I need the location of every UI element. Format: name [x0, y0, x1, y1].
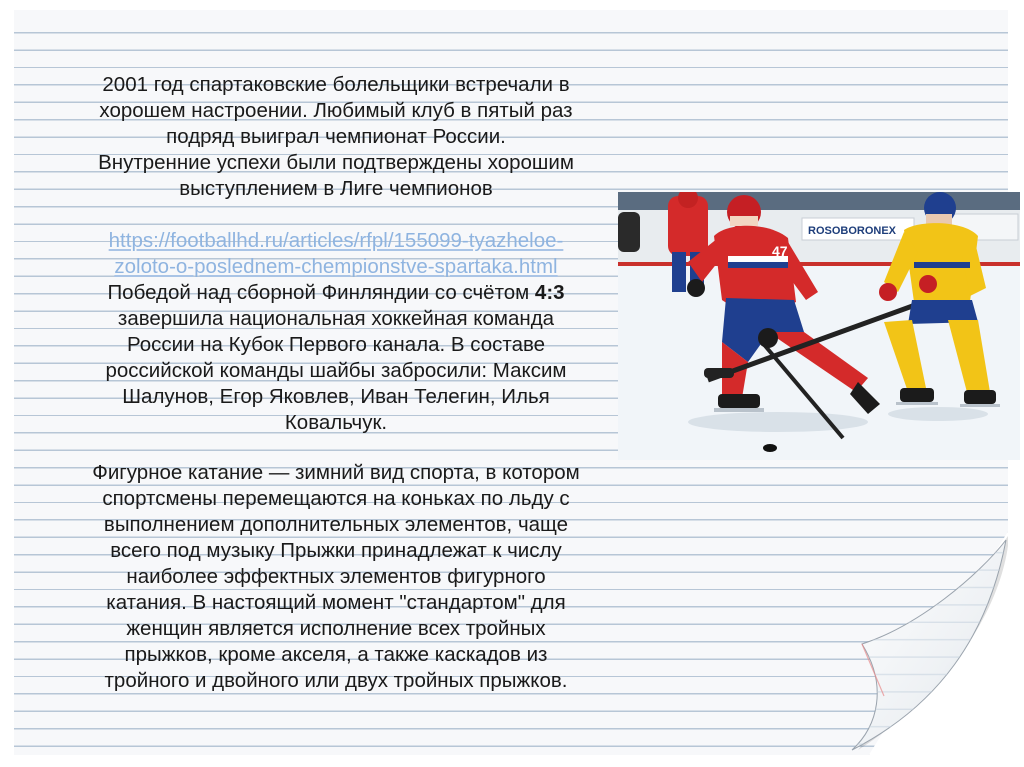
- text-line: женщин является исполнение всех тройных: [126, 617, 546, 640]
- hockey-illustration: [618, 192, 1020, 460]
- text-line: Внутренние успехи были подтверждены хорошим: [98, 151, 574, 174]
- source-link-line-1: https://footballhd.ru/articles/rfpl/155099-tyazheloe-: [108, 229, 564, 252]
- score-value: 4:3: [534, 281, 565, 304]
- text-line: хорошем настроении. Любимый клуб в пятый раз: [99, 99, 573, 122]
- text-line: подряд выиграл чемпионат России.: [166, 125, 506, 148]
- puck: [763, 444, 777, 452]
- text-line: наиболее эффектных элементов фигурного: [126, 565, 546, 588]
- text-line: катания. В настоящий момент "стандартом" для: [106, 591, 566, 614]
- text-line: Шалунов, Егор Яковлев, Иван Телегин, Илья: [122, 385, 550, 408]
- text-line: российской команды шайбы забросили: Максим: [105, 359, 567, 382]
- text-line: выступлением в Лиге чемпионов: [179, 177, 493, 200]
- text-line: тройного и двойного или двух тройных прыжков.: [104, 669, 568, 692]
- text-line: [56, 280, 616, 306]
- source-link[interactable]: [56, 228, 616, 280]
- paragraph-figure-skating: [56, 460, 616, 694]
- hockey-photo: [618, 192, 1020, 460]
- text-line: Ковальчук.: [284, 411, 388, 434]
- paragraph-spartak: [56, 72, 616, 202]
- jersey-number: 47: [772, 243, 788, 259]
- text-line: спортсмены перемещаются на коньках по льду с: [102, 487, 570, 510]
- text-line: 2001 год спартаковские болельщики встречали в: [102, 73, 570, 96]
- paragraph-hockey: [56, 228, 616, 436]
- page-curl-corner: [848, 536, 1018, 756]
- text-line: выполнением дополнительных элементов, чаще: [103, 513, 569, 536]
- score-sentence: Победой над сборной Финляндии со счётом: [107, 281, 535, 304]
- board-advert: ROSOBORONEX: [808, 225, 897, 237]
- text-line: прыжков, кроме акселя, а также каскадов из: [124, 643, 548, 666]
- source-link-line-2: zoloto-o-poslednem-chempionstve-spartaka.html: [114, 255, 558, 278]
- text-line: завершила национальная хоккейная команда: [117, 307, 555, 330]
- text-line: всего под музыку Прыжки принадлежат к числу: [110, 539, 562, 562]
- text-line: Фигурное катание — зимний вид спорта, в котором: [92, 461, 580, 484]
- text-line: России на Кубок Первого канала. В составе: [126, 333, 546, 356]
